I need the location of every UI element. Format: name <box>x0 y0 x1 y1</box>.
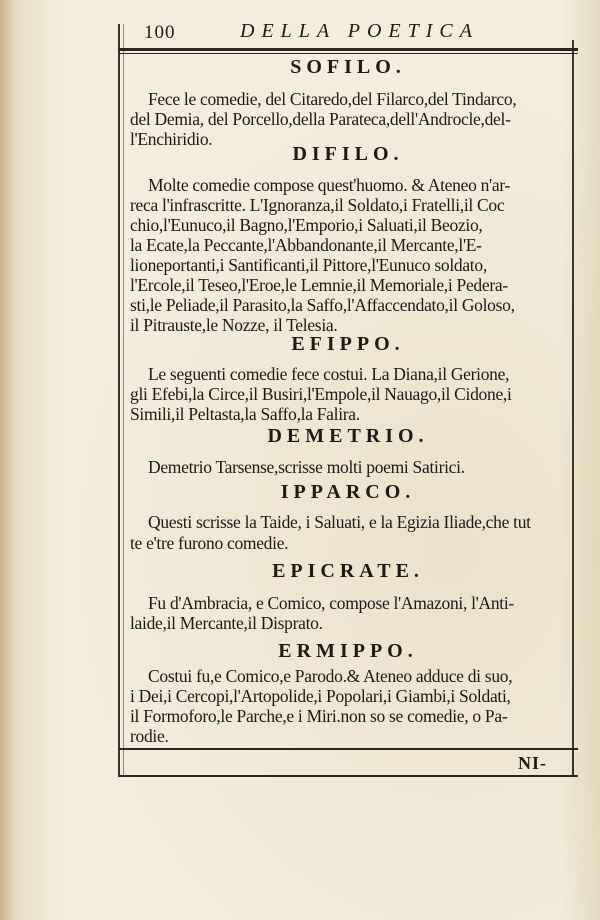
section-title-sofilo: SOFILO. <box>290 56 406 78</box>
text-line: laide,il Mercante,il Disprato. <box>130 613 323 633</box>
text-line: Costui fu,e Comico,e Parodo.& Ateneo adduce di suo, <box>148 666 513 686</box>
text-line: la Ecate,la Peccante,l'Abbandonante,il Mercante,l'E- <box>130 235 482 255</box>
text-line: lioneportanti,i Santificanti,il Pittore,l'Eunuco soldato, <box>130 255 487 275</box>
footer-rule <box>118 748 578 750</box>
text-line: Fece le comedie, del Citaredo,del Filarco,del Tindarco, <box>148 89 517 109</box>
running-head: DELLA POETICA <box>240 20 479 42</box>
footer-rule-bottom <box>118 775 578 777</box>
text-line: Simili,il Peltasta,la Saffo,la Falira. <box>130 404 360 424</box>
signature-mark: NI- <box>518 753 547 773</box>
text-line: l'Ercole,il Teseo,l'Eroe,le Lemnie,il Memoriale,i Pedera- <box>130 275 508 295</box>
text-line: il Formoforo,le Parche,e i Miri.non so se comedie, o Pa- <box>130 706 508 726</box>
margin-rule-right <box>572 40 574 776</box>
section-title-efippo: EFIPPO. <box>291 333 405 355</box>
text-line: i Dei,i Cercopi,l'Artopolide,i Popolari,i Giambi,i Soldati, <box>130 686 511 706</box>
section-title-demetrio: DEMETRIO. <box>267 425 429 447</box>
text-line: rodie. <box>130 726 169 746</box>
text-line: sti,le Peliade,il Parasito,la Saffo,l'Affaccendato,il Goloso, <box>130 295 515 315</box>
text-line: del Demia, del Porcello,della Parateca,dell'Androcle,del- <box>130 109 511 129</box>
section-title-epicrate: EPICRATE. <box>272 560 424 582</box>
section-title-ipparco: IPPARCO. <box>280 481 416 503</box>
page-number: 100 <box>144 22 176 43</box>
header-rule <box>118 48 578 51</box>
text-line: gli Efebi,la Circe,il Busiri,l'Empole,il Nauago,il Cidone,i <box>130 384 512 404</box>
text-line: Fu d'Ambracia, e Comico, compose l'Amazoni, l'Anti- <box>148 593 514 613</box>
text-line: chio,l'Eunuco,il Bagno,l'Emporio,i Saluati,il Beozio, <box>130 215 483 235</box>
text-line: Molte comedie compose quest'huomo. & Ateneo n'ar- <box>148 175 511 195</box>
margin-rule-left <box>118 24 120 776</box>
margin-rule-left-inner <box>123 24 124 776</box>
text-line: reca l'infrascritte. L'Ignoranza,il Soldato,i Fratelli,il Coc <box>130 195 505 215</box>
text-line: l'Enchiridio. <box>130 129 213 149</box>
header-rule-thin <box>118 53 578 54</box>
section-title-ermippo: ERMIPPO. <box>278 640 418 662</box>
text-line: te e'tre furono comedie. <box>130 533 289 553</box>
text-line: il Pitrauste,le Nozze, il Telesia. <box>130 315 338 335</box>
text-line: Le seguenti comedie fece costui. La Diana,il Gerione, <box>148 364 510 384</box>
section-title-difilo: DIFILO. <box>292 143 404 165</box>
text-line: Questi scrisse la Taide, i Saluati, e la Egizia Iliade,che tut <box>148 512 531 532</box>
text-line: Demetrio Tarsense,scrisse molti poemi Satirici. <box>148 457 465 477</box>
